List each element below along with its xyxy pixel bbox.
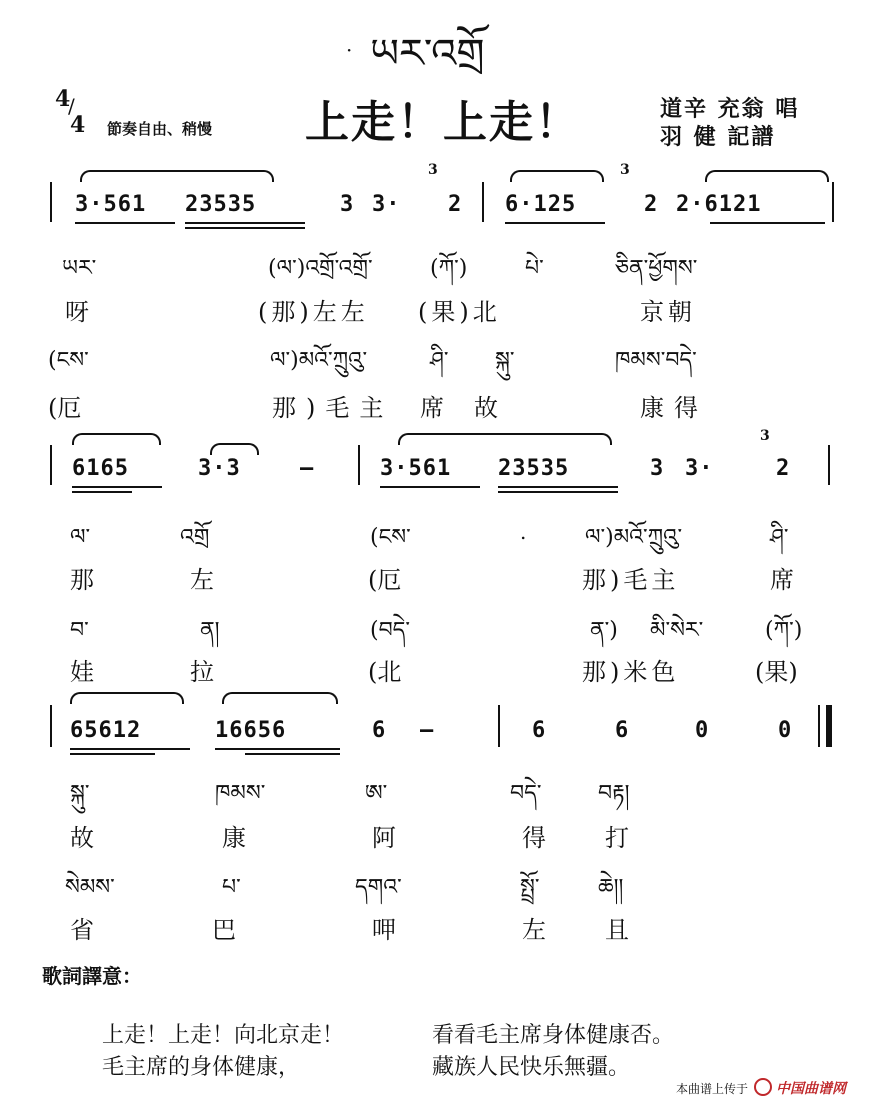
upload-note: 本曲谱上传于 — [676, 1082, 749, 1096]
tibetan-lyric: འགྲོ — [180, 525, 210, 550]
note: 3 — [340, 192, 355, 217]
chinese-lyric: (果)北 — [418, 298, 501, 326]
note-group: 3·3 — [198, 456, 241, 481]
tibetan-lyric: (ཀོ་) — [765, 618, 803, 643]
beam-line — [72, 486, 162, 488]
page-title: 上走！上走！ — [305, 97, 581, 148]
tibetan-lyric: (ལ་)འགྲོ་འགྲོ་ — [268, 256, 373, 281]
note-group: 65612 — [70, 718, 142, 743]
tibetan-title: ཡར་འགྲོ — [370, 31, 485, 77]
tibetan-lyric: (ཀོ་) — [430, 256, 468, 281]
chinese-lyric: 呷 — [372, 916, 396, 944]
note: 2 — [776, 456, 791, 481]
chinese-lyric: 那)毛主 — [582, 566, 680, 594]
chinese-lyric: 且 — [605, 916, 629, 944]
note: 0 — [695, 718, 710, 743]
chinese-lyric: (北 — [368, 658, 402, 686]
slur — [222, 692, 338, 704]
tibetan-lyric: (ངས་ — [48, 348, 89, 373]
tibetan-lyric: ཡར་ — [62, 256, 97, 281]
tibetan-lyric: ཤི་ — [770, 525, 789, 550]
tibetan-lyric: ལ་)མའོ་ཀྲུའུ་ — [270, 348, 368, 373]
chinese-lyric: 故 — [70, 824, 94, 852]
final-barline — [826, 705, 832, 747]
tibetan-lyric: ཤི་ — [430, 348, 449, 373]
chinese-lyric: 那)米色 — [582, 658, 680, 686]
tibetan-lyric: དགའ་ — [355, 875, 402, 900]
chinese-lyric: 那)毛主 — [272, 394, 394, 422]
chinese-lyric: 左 — [522, 916, 546, 944]
tibetan-lyric: པེ་ — [525, 256, 544, 281]
tibetan-lyric: ཨ་ — [365, 781, 388, 806]
beam-line — [72, 491, 132, 493]
barline — [828, 445, 830, 485]
time-signature-slash: / — [68, 94, 75, 118]
chinese-lyric: 巴 — [212, 916, 236, 944]
translation-line: 上走！上走！向北京走！ — [102, 1023, 345, 1048]
tibetan-lyric: སྐུ་ — [495, 348, 515, 373]
chinese-lyric: 那 — [70, 566, 94, 594]
notator-credit: 羽 健 記譜 — [660, 124, 776, 150]
note-group: 23535 — [185, 192, 257, 217]
chinese-lyric: 拉 — [190, 658, 214, 686]
singer-credit: 道辛 充翁 唱 — [660, 96, 800, 122]
chinese-lyric: 阿 — [372, 824, 396, 852]
slur — [210, 443, 259, 455]
note-group: 6·125 — [505, 192, 577, 217]
tibetan-lyric: བདེ་ — [510, 781, 542, 806]
slur — [70, 692, 184, 704]
dash: — — [420, 718, 435, 743]
slur — [510, 170, 604, 182]
chinese-lyric: 省 — [70, 916, 94, 944]
beam-line — [75, 222, 175, 224]
grace-note: 3 — [428, 162, 438, 178]
beam-line — [215, 748, 340, 750]
translation-heading: 歌詞譯意： — [42, 964, 142, 988]
chinese-lyric: 打 — [605, 824, 629, 852]
note: 6 — [615, 718, 630, 743]
chinese-lyric: 康得 — [640, 394, 708, 422]
tibetan-lyric: ཁམས་བདེ་ — [615, 348, 697, 373]
tibetan-lyric: ཅིན་ཕྱོགས་ — [615, 256, 698, 281]
note: 6 — [532, 718, 547, 743]
note: 2 — [644, 192, 659, 217]
tibetan-lyric: ཆེ།། — [598, 875, 624, 900]
beam-line — [185, 222, 305, 224]
grace-note: 3 — [620, 162, 630, 178]
tibetan-lyric: སྐུ་ — [70, 781, 90, 806]
beam-line — [185, 227, 305, 229]
time-signature-top: 4 — [55, 86, 71, 112]
slur — [72, 433, 161, 445]
barline — [482, 182, 484, 222]
barline — [50, 182, 52, 222]
chinese-lyric: 席故 — [420, 394, 528, 422]
beam-line — [498, 486, 618, 488]
chinese-lyric: 娃 — [70, 658, 94, 686]
barline — [832, 182, 834, 222]
beam-line — [710, 222, 825, 224]
title-dot: · — [346, 38, 353, 62]
beam-line — [505, 222, 605, 224]
chinese-lyric: 得 — [522, 824, 546, 852]
lyric-dot: . — [520, 520, 527, 544]
tibetan-lyric: བརྟ། — [598, 781, 630, 806]
beam-line — [70, 753, 155, 755]
barline — [498, 705, 500, 747]
barline — [818, 705, 820, 747]
tibetan-lyric: བ་ — [70, 618, 89, 643]
note-group: 23535 — [498, 456, 570, 481]
site-logo-icon — [754, 1078, 772, 1096]
site-brand-link[interactable]: 中国曲谱网 — [776, 1081, 846, 1097]
note: 0 — [778, 718, 793, 743]
chinese-lyric: 左 — [190, 566, 214, 594]
tibetan-lyric: པ་ — [222, 875, 241, 900]
note: 6 — [372, 718, 387, 743]
note-group: 16656 — [215, 718, 287, 743]
chinese-lyric: (那)左左 — [258, 298, 369, 326]
translation-line: 毛主席的身体健康， — [102, 1055, 301, 1080]
grace-note: 3 — [760, 428, 770, 444]
slur — [705, 170, 829, 182]
tibetan-lyric: (བདེ་ — [370, 618, 411, 643]
tibetan-lyric: སྤྲོ་ — [520, 875, 540, 900]
note: 3· — [685, 456, 714, 481]
note-group: 3·561 — [380, 456, 452, 481]
chinese-lyric: 呀 — [65, 298, 89, 326]
note-group: 6165 — [72, 456, 129, 481]
tibetan-lyric: སེམས་ — [65, 875, 115, 900]
beam-line — [245, 753, 340, 755]
translation-line: 看看毛主席身体健康否。 — [432, 1023, 675, 1048]
tempo-marking: 節奏自由、稍慢 — [107, 120, 213, 138]
tibetan-lyric: ལ་)མའོ་ཀྲུའུ་ — [585, 525, 683, 550]
note-group: 2·6121 — [676, 192, 762, 217]
beam-line — [498, 491, 618, 493]
tibetan-lyric: ཁམས་ — [215, 781, 266, 806]
beam-line — [70, 748, 190, 750]
note-group: 3·561 — [75, 192, 147, 217]
dash: — — [300, 456, 315, 481]
tibetan-lyric: (ངས་ — [370, 525, 411, 550]
time-signature-bottom: 4 — [70, 112, 86, 138]
chinese-lyric: (厄 — [48, 394, 82, 422]
note: 2 — [448, 192, 463, 217]
tibetan-lyric: ན་) — [590, 618, 618, 643]
barline — [358, 445, 360, 485]
tibetan-lyric: མི་སེར་ — [650, 618, 704, 643]
chinese-lyric: 康 — [222, 824, 246, 852]
chinese-lyric: 席 — [770, 566, 794, 594]
chinese-lyric: (果) — [755, 658, 798, 686]
slur — [398, 433, 612, 445]
barline — [50, 445, 52, 485]
barline — [50, 705, 52, 747]
tibetan-lyric: ལ་ — [70, 525, 91, 550]
chinese-lyric: (厄 — [368, 566, 402, 594]
chinese-lyric: 京朝 — [640, 298, 696, 326]
tibetan-lyric: ན། — [200, 618, 220, 643]
note: 3 — [650, 456, 665, 481]
translation-line: 藏族人民快乐無疆。 — [432, 1055, 631, 1080]
note: 3· — [372, 192, 401, 217]
beam-line — [380, 486, 480, 488]
slur — [80, 170, 274, 182]
